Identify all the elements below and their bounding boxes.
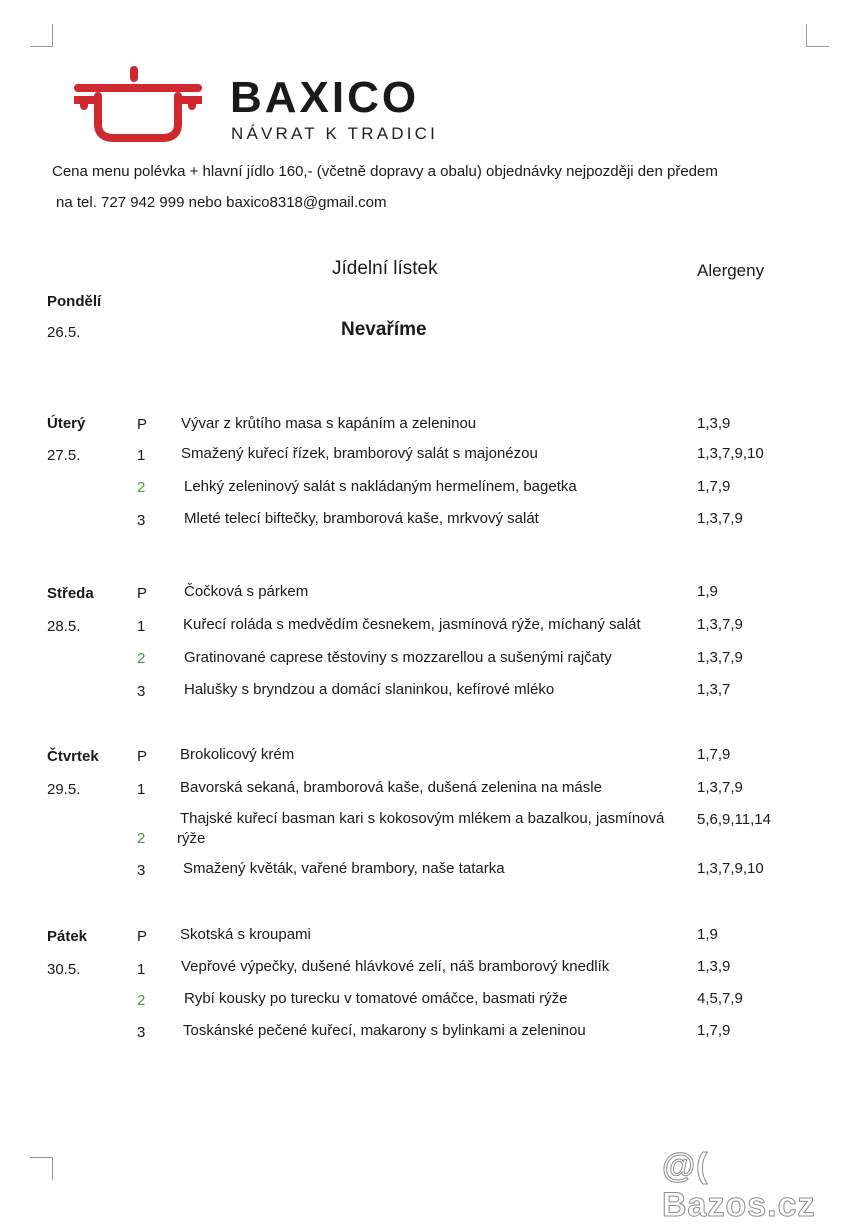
dish-name: Thajské kuřecí basman kari s kokosovým mlékem a bazalkou, jasmínová rýže <box>177 810 665 847</box>
crop-mark-bottom-left <box>30 1157 53 1180</box>
dish-name: Rybí kousky po turecku v tomatové omáčce, basmati rýže <box>184 990 568 1007</box>
dish-name: Halušky s bryndzou a domácí slaninkou, kefírové mléko <box>184 681 555 698</box>
brand-name: BAXICO <box>230 73 420 122</box>
dish-name: Gratinované caprese těstoviny s mozzarellou a sušenými rajčaty <box>184 649 612 666</box>
dish-allergens: 1,3,9 <box>697 958 731 975</box>
dish-allergens: 1,3,7,9,10 <box>697 445 764 462</box>
bazos-watermark: @( Bazos.cz <box>662 1147 816 1224</box>
item-code: 3 <box>137 1024 146 1041</box>
item-code: 1 <box>137 961 146 978</box>
dish-allergens: 1,3,7,9 <box>697 510 743 527</box>
dish-name: Čočková s párkem <box>184 583 309 600</box>
day-label: Středa <box>47 585 94 602</box>
day-date: 27.5. <box>47 447 81 464</box>
intro-price-line: Cena menu polévka + hlavní jídlo 160,- (včetně dopravy a obalu) objednávky nejpozději den předem <box>52 163 718 180</box>
monday-date: 26.5. <box>47 324 81 341</box>
dish-allergens: 4,5,7,9 <box>697 990 743 1007</box>
item-code: P <box>137 416 148 433</box>
dish-name: Kuřecí roláda s medvědím česnekem, jasmínová rýže, míchaný salát <box>183 616 641 633</box>
dish-allergens: 5,6,9,11,14 <box>697 811 771 828</box>
pot-logo-icon <box>74 66 202 144</box>
crop-mark-top-right <box>806 24 829 47</box>
day-label: Úterý <box>47 415 86 432</box>
dish-name: Bavorská sekaná, bramborová kaše, dušená zelenina na másle <box>180 779 602 796</box>
intro-contact-line: na tel. 727 942 999 nebo baxico8318@gmail.com <box>56 194 387 211</box>
monday-day-label: Pondělí <box>47 293 102 310</box>
dish-name: Smažený kuřecí řízek, bramborový salát s majonézou <box>181 445 538 462</box>
brand-tagline: NÁVRAT K TRADICI <box>231 124 439 143</box>
dish-allergens: 1,9 <box>697 926 718 943</box>
dish-allergens: 1,7,9 <box>697 478 731 495</box>
dish-name: Smažený květák, vařené brambory, naše tatarka <box>183 860 505 877</box>
allergens-column-header: Alergeny <box>697 261 765 280</box>
item-code: P <box>137 928 148 945</box>
item-code: 2 <box>137 479 146 496</box>
dish-name: Brokolicový krém <box>180 746 295 763</box>
day-label: Čtvrtek <box>47 748 99 765</box>
item-code: P <box>137 748 148 765</box>
item-code: P <box>137 585 148 602</box>
dish-name: Vepřové výpečky, dušené hlávkové zelí, náš bramborový knedlík <box>181 958 610 975</box>
item-code: 1 <box>137 781 146 798</box>
dish-name: Toskánské pečené kuřecí, makarony s bylinkami a zeleninou <box>183 1022 586 1039</box>
dish-name: Lehký zeleninový salát s nakládaným hermelínem, bagetka <box>184 478 577 495</box>
item-code: 2 <box>137 650 146 667</box>
monday-closed-note: Nevaříme <box>341 319 427 340</box>
day-label: Pátek <box>47 928 88 945</box>
item-code: 3 <box>137 862 146 879</box>
dish-allergens: 1,7,9 <box>697 1022 731 1039</box>
dish-allergens: 1,3,9 <box>697 415 731 432</box>
dish-allergens: 1,7,9 <box>697 746 731 763</box>
dish-name: Skotská s kroupami <box>180 926 311 943</box>
dish-allergens: 1,3,7,9 <box>697 649 743 666</box>
item-code: 3 <box>137 683 146 700</box>
item-code: 3 <box>137 512 146 529</box>
item-code: 2 <box>137 992 146 1009</box>
dish-allergens: 1,9 <box>697 583 718 600</box>
item-code: 2 <box>137 830 146 847</box>
menu-title: Jídelní lístek <box>332 258 438 279</box>
dish-name: Vývar z krůtího masa s kapáním a zeleninou <box>181 415 477 432</box>
dish-allergens: 1,3,7,9 <box>697 779 743 796</box>
item-code: 1 <box>137 618 146 635</box>
dish-allergens: 1,3,7,9,10 <box>697 860 764 877</box>
dish-allergens: 1,3,7 <box>697 681 731 698</box>
day-date: 28.5. <box>47 618 81 635</box>
dish-allergens: 1,3,7,9 <box>697 616 743 633</box>
day-date: 29.5. <box>47 781 81 798</box>
day-date: 30.5. <box>47 961 81 978</box>
crop-mark-top-left <box>30 24 53 47</box>
item-code: 1 <box>137 447 146 464</box>
dish-name: Mleté telecí biftečky, bramborová kaše, mrkvový salát <box>184 510 539 527</box>
